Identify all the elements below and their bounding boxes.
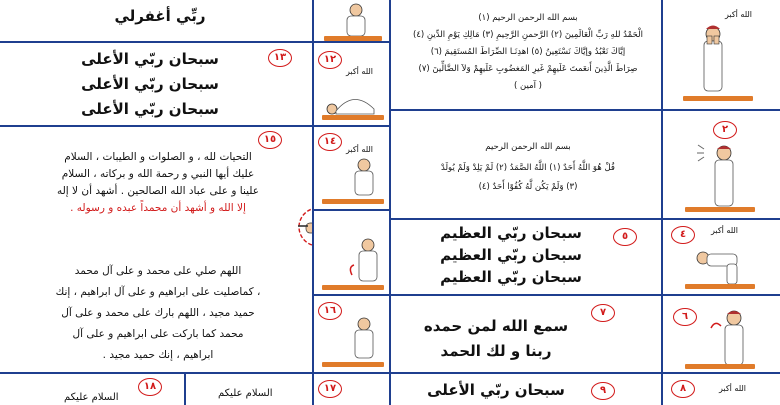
step-6-figure-cell [661, 294, 780, 374]
prayer-mat [322, 362, 384, 367]
sujud-dhikr-text [40, 47, 260, 122]
tashahhud-text [6, 149, 310, 217]
step-number-18: ١٨ [138, 378, 162, 396]
dhikr-line: ربنا و لك الحمد [440, 342, 552, 360]
step-number-13: ١٣ [268, 49, 292, 67]
step-16-figure-cell [312, 294, 391, 374]
takbir-label: الله أكبر [719, 384, 746, 393]
amin-line: ( آمين ) [514, 81, 542, 91]
takbir-label: الله أكبر [725, 10, 752, 19]
bowing-ruku-figure [693, 246, 753, 286]
prayer-mat [322, 285, 384, 290]
step-number-5: ٥ [613, 228, 637, 246]
prayer-mat [322, 115, 384, 120]
ighfirli-text: ربِّي أغفرلي [114, 7, 206, 25]
rising-figure [709, 308, 759, 370]
dhikr-line: سبحان ربّي الأعلى [81, 100, 219, 118]
step-number-2: ٢ [713, 121, 737, 139]
salam-right-cell [184, 372, 314, 405]
step-number-16: ١٦ [318, 302, 342, 320]
ruku-dhikr-text [411, 222, 611, 288]
prostration-figure [324, 87, 384, 117]
salawat-line: حميد مجيد ، اللهم بارك على محمد و على آل [61, 307, 255, 319]
prayer-mat [685, 207, 755, 212]
salawat-line: اللهم صلي على محمد و على آل محمد [74, 265, 242, 277]
basmala-line: بسم الله الرحمن الرحيم [485, 142, 571, 152]
salawat-line: ، كماصليت على ابراهيم و على آل ابراهيم ، إنك [55, 286, 261, 298]
fatiha-text [395, 12, 661, 93]
step-11-figure-cell [312, 0, 391, 43]
step-number-12: ١٢ [318, 51, 342, 69]
salawat-line: ابراهيم ، إنك حميد مجيد . [102, 349, 214, 361]
step-number-15: ١٥ [258, 131, 282, 149]
step-number-8: ٨ [671, 380, 695, 398]
prayer-mat [683, 96, 753, 101]
standing-reciting-figure [696, 143, 751, 213]
rising-text-cell [389, 294, 663, 374]
step-number-9: ٩ [591, 382, 615, 400]
ikhlas-line: قُلْ هُوَ اللَّهُ أَحَدٌ (١) اللَّهُ الصَّمَدُ (٢) لَمْ يَلِدْ وَلَمْ يُولَدْ [441, 163, 615, 173]
step-number-6: ٦ [673, 308, 697, 326]
tashahhud-line: التحيات لله ، و الصلوات و الطيبات ، السلام [64, 151, 252, 163]
step-number-4: ٤ [671, 226, 695, 244]
dhikr-line: سبحان ربّي العظيم [440, 246, 582, 264]
step-number-17: ١٧ [318, 380, 342, 398]
ikhlas-text [395, 141, 661, 194]
dhikr-line: سبحان ربّي العظيم [440, 268, 582, 286]
ruku-text-cell [389, 218, 663, 296]
prayer-mat [322, 199, 384, 204]
step-2-figure-cell [661, 109, 780, 220]
salam-label: السلام عليكم [218, 388, 273, 399]
pointing-finger-icon [296, 205, 314, 249]
ikhlas-cell [389, 109, 663, 220]
sitting-pointing-figure [348, 237, 388, 287]
step-14-figure-cell [312, 125, 391, 211]
fatiha-cell [389, 0, 663, 111]
fatiha-line: بسم الله الرحمن الرحيم (١) [478, 13, 578, 23]
standing-takbir-figure [688, 20, 738, 100]
ikhlas-line: (٣) وَلَمْ يَكُن لَّهُ كُفُوًا أَحَدٌ (٤) [478, 182, 578, 192]
takbir-label: الله أكبر [711, 226, 738, 235]
prayer-mat [685, 364, 755, 369]
dhikr-line: سبحان ربّي العظيم [440, 224, 582, 242]
salam-label: السلام عليكم [64, 392, 119, 403]
tashahhud-line: علينا و على عباد الله الصالحين . أشهد أن لا إله [56, 185, 260, 197]
step-17-figure-cell [312, 372, 391, 405]
dhikr-line: سمع الله لمن حمده [423, 317, 569, 335]
step-number-14: ١٤ [318, 133, 342, 151]
takbir-label: الله أكبر [346, 67, 373, 76]
sujud-aala-cell [0, 41, 314, 127]
sujud-dhikr-text: سبحان ربّي الأعلى [427, 381, 565, 399]
salawat-text [6, 261, 310, 366]
fatiha-line: صِرَاطَ الَّذِينَ أَنعَمتَ عَلَيهِمْ غَيرِ المَغضُوبِ عَلَيهِمْ وَلاَ الضَّالِّينَ (٧) [418, 64, 638, 74]
step-number-7: ٧ [591, 304, 615, 322]
dhikr-line: سبحان ربّي الأعلى [81, 75, 219, 93]
prayer-mat [685, 284, 755, 289]
step-8-figure-cell [661, 372, 780, 405]
dhikr-line: سبحان ربّي الأعلى [81, 50, 219, 68]
salam-left-cell [0, 372, 186, 405]
takbir-label: الله أكبر [346, 145, 373, 154]
rising-dhikr-text [401, 314, 591, 364]
fatiha-line: إيَّاكَ نَعْبُدُ وإيَّاكَ نَسْتَعِينُ (٥) اهدِنَـا الصِّرَاطَ المُستَقِيمَ (٦) [430, 47, 626, 57]
sitting-figure [344, 316, 384, 362]
step-15-figure-cell [312, 209, 391, 296]
fatiha-line: الْحَمْدُ للهِ رَبِّ الْعَالَمِينَ (٢) الرَّحمنِ الرَّحِيمِ (٣) مَالِكِ يَوْمِ الدِّينِ (٤) [413, 30, 643, 40]
salawat-cell [0, 255, 314, 374]
tashahhud-line: عليك أيها النبي و رحمة الله و بركاته ، السلام [61, 168, 255, 180]
step-1-figure-cell [661, 0, 780, 111]
step-12-figure-cell [312, 41, 391, 127]
step-4-figure-cell [661, 218, 780, 296]
sujud-text-cell [389, 372, 663, 405]
ighfirli-cell [0, 0, 314, 43]
salawat-line: محمد كما باركت على ابراهيم و على آل [72, 328, 244, 340]
shahada-line: إلا الله و أشهد أن محمداً عبده و رسوله . [70, 202, 246, 214]
sitting-figure [344, 157, 384, 199]
